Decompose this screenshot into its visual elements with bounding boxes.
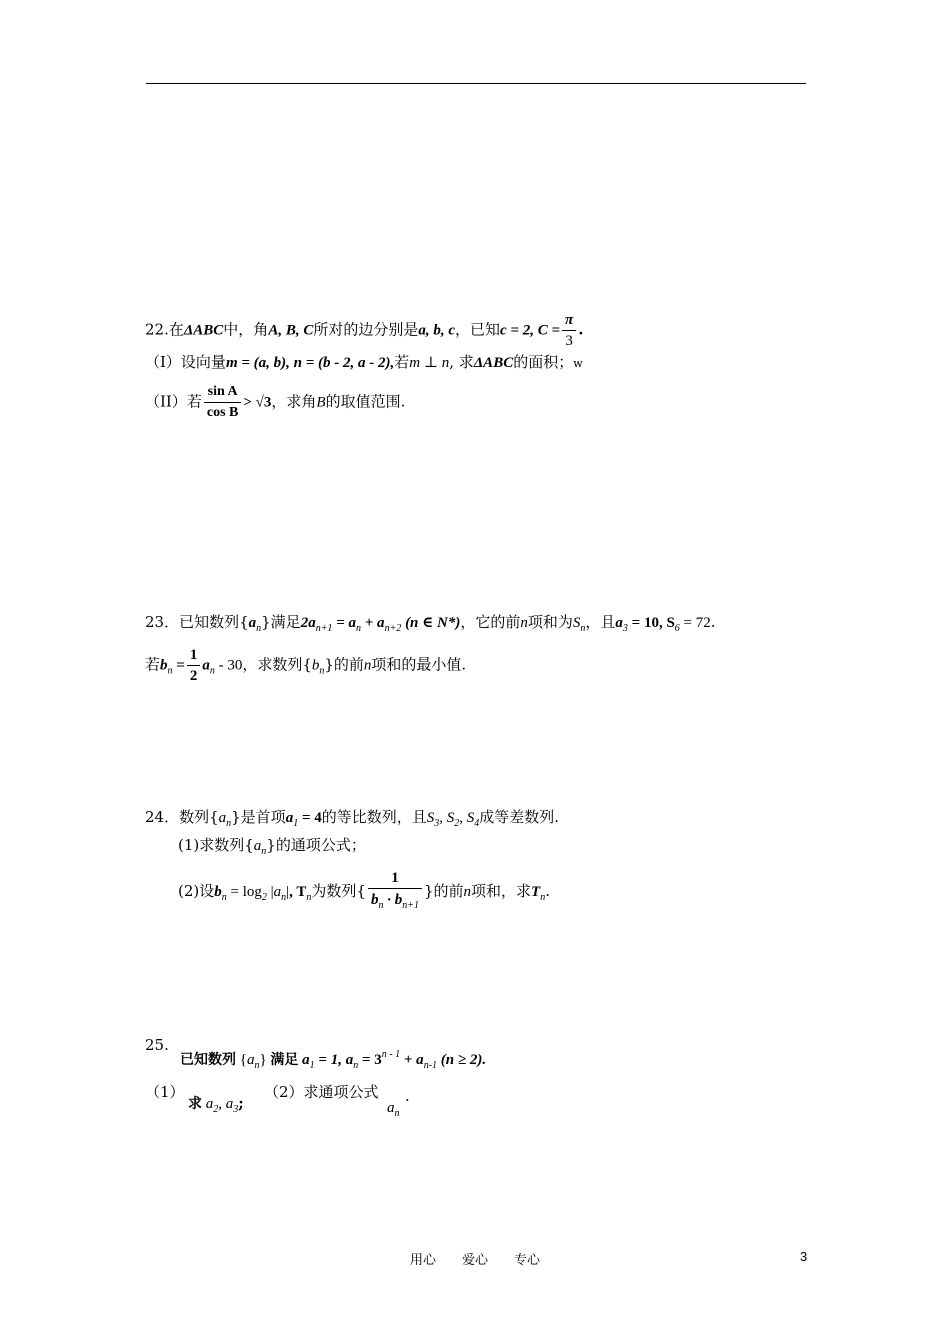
text: ，求角	[271, 392, 317, 411]
text: }的前	[324, 655, 364, 674]
math: a	[202, 657, 210, 674]
math: b	[311, 657, 320, 674]
text: （2）求通项公式	[264, 1083, 379, 1101]
math: > √3	[243, 394, 272, 411]
math: a	[302, 1052, 310, 1068]
subscript: n+2	[384, 623, 402, 634]
math: a, b, c	[418, 322, 456, 339]
problem-25-period	[405, 1086, 410, 1106]
subscript: 3	[622, 623, 628, 634]
math: = log	[226, 884, 262, 900]
subscript: n	[394, 1108, 400, 1119]
math: a	[615, 615, 623, 631]
math: + a	[361, 615, 385, 631]
subscript: n	[256, 623, 262, 634]
problem-25-part-2-an	[387, 1097, 400, 1124]
text: 若	[394, 353, 410, 371]
math: = 10, S	[627, 615, 675, 631]
math: , a	[218, 1096, 234, 1112]
subscript: 2	[454, 818, 460, 829]
text: 满足	[270, 1052, 299, 1068]
subscript: 3	[233, 1104, 239, 1115]
text: 已知数列{	[179, 613, 249, 631]
math: (n ≥ 2).	[437, 1052, 487, 1068]
page-number: 3	[800, 1249, 808, 1264]
subscript: n+1	[315, 623, 333, 634]
part-label: （II）若	[145, 392, 202, 411]
math: B	[316, 394, 326, 411]
subscript: n	[167, 665, 173, 677]
subscript: n	[261, 846, 267, 857]
subscript: n	[221, 892, 227, 903]
numerator: sin A	[204, 382, 242, 403]
fraction	[562, 310, 576, 351]
problem-number: 23．	[145, 613, 180, 631]
math: S	[466, 810, 475, 826]
text: .	[405, 1087, 410, 1105]
text: , 求	[449, 353, 474, 371]
text: 在	[168, 320, 184, 339]
fraction	[368, 868, 422, 916]
denominator: cos B	[206, 405, 239, 420]
math: a	[205, 1096, 214, 1112]
text: (2)设	[178, 882, 215, 900]
text: 若	[145, 655, 161, 674]
math: · b	[383, 892, 403, 908]
text: 所对的边分别是	[313, 320, 419, 339]
math: 2a	[300, 615, 316, 631]
math: a	[248, 615, 257, 631]
problem-22-part-2	[145, 382, 405, 423]
math: ΔABC	[473, 355, 514, 371]
math: n	[520, 615, 528, 631]
math: c = 2, C =	[500, 322, 561, 339]
math: b	[370, 892, 379, 908]
subscript: 1	[309, 1060, 315, 1071]
text: ，且	[585, 613, 616, 631]
text: }满足	[261, 613, 301, 631]
math: a	[273, 884, 282, 900]
problem-22-part-1	[145, 352, 583, 374]
subscript: n	[540, 892, 546, 903]
text: 的面积；	[513, 353, 574, 371]
problem-25-line-1: 已知数列 $\{a_n\}$ 满足 $a_1 = 1$, $a_n = 3^{n - 1} + a_{n-1}$ (n ≥ 2).	[180, 1049, 487, 1071]
problem-23-line-2	[145, 645, 466, 686]
superscript: n - 1	[381, 1049, 401, 1060]
math: A, B, C	[268, 322, 314, 339]
text: 项和为	[527, 613, 573, 631]
problem-number: 25.	[145, 1036, 169, 1054]
math: S	[572, 615, 581, 631]
part-label: （I）设向量	[145, 353, 226, 371]
problem-25-part-2	[264, 1082, 379, 1102]
subscript: n	[226, 818, 232, 829]
problem-25-number	[145, 1035, 169, 1055]
math: = a	[332, 615, 356, 631]
subscript: 2	[213, 1104, 219, 1115]
math: a	[285, 810, 294, 826]
text: ，求数列{	[242, 655, 312, 674]
subscript: n	[580, 623, 586, 634]
subscript: n	[254, 1060, 260, 1071]
text: }是首项	[231, 808, 286, 826]
text: (1)求数列{	[178, 836, 254, 854]
math: m = (a, b), n = (b - 2, a - 2),	[225, 355, 395, 371]
math: (n ∈ N*)	[401, 615, 461, 631]
subscript: 4	[474, 818, 480, 829]
math: = 4	[298, 810, 322, 826]
math: b	[160, 657, 168, 674]
text: }的前	[423, 882, 464, 900]
subscript: 2	[261, 892, 267, 903]
math: - 30	[214, 657, 243, 674]
problem-24-part-2: (2)设$b_n = \log_2 |a_n|$, $T_n$为数列{ $\frac{1}{b_n \cdot b_{n+1}}$ }的前n项和，求$T_n$.	[178, 868, 550, 916]
fraction	[187, 645, 201, 686]
problem-25-part-1-label	[145, 1082, 185, 1102]
fraction	[204, 382, 242, 423]
denominator	[368, 889, 422, 916]
subscript: n	[378, 900, 384, 911]
subscript: n	[281, 892, 287, 903]
part-label: （1）	[145, 1083, 185, 1101]
text: .	[578, 320, 584, 339]
math: a	[246, 1052, 255, 1068]
text: }的通项公式；	[266, 836, 366, 854]
subscript: n+1	[402, 900, 419, 911]
math: = 72	[679, 615, 711, 631]
footer-text: 用心 爱心 专心	[409, 1253, 540, 1268]
text: 为数列{	[311, 882, 366, 900]
subscript: n	[353, 1060, 359, 1071]
math: S	[446, 810, 455, 826]
math: n	[363, 657, 372, 674]
problem-25-part-1	[188, 1093, 244, 1120]
numerator: 1	[368, 868, 422, 889]
math: T	[531, 884, 541, 900]
subscript: n	[209, 665, 215, 677]
text: 成等差数列.	[479, 808, 560, 826]
subscript: n	[319, 665, 325, 677]
header-rule	[146, 83, 806, 84]
math: m ⊥ n	[409, 355, 450, 371]
math: + a	[400, 1052, 424, 1068]
subscript: n-1	[423, 1060, 438, 1071]
subscript: 1	[293, 818, 299, 829]
denominator: 2	[189, 668, 198, 684]
numerator: 1	[187, 645, 201, 666]
math: = 3	[358, 1052, 382, 1068]
math: a	[253, 838, 262, 854]
problem-number: 24．	[145, 808, 180, 826]
problem-24-line-1: 24．数列$\{a_n\}$是首项$a_1 = 4$的等比数列，且$S_3$, $S_2$, $S_4$成等差数列.	[145, 808, 560, 829]
problem-number: 22.	[145, 320, 169, 339]
text: 已知数列	[180, 1052, 236, 1068]
text: ，它的前	[460, 613, 521, 631]
text: .	[545, 882, 550, 900]
text: .	[710, 613, 716, 631]
math: a	[387, 1100, 395, 1116]
text: 的等比数列，且	[321, 808, 427, 826]
math: S	[426, 810, 435, 826]
text: ;	[238, 1094, 244, 1112]
problem-23-line-1	[145, 612, 716, 639]
math: a	[218, 810, 227, 826]
text: 中，角	[223, 320, 269, 339]
denominator: 3	[565, 333, 573, 349]
subscript: n	[356, 623, 361, 634]
text: 项和，求	[471, 882, 532, 900]
text: 的取值范围.	[325, 392, 406, 411]
math: =	[172, 657, 185, 674]
math: , T	[289, 884, 307, 900]
subscript: 6	[674, 623, 680, 634]
stray-mark: w	[573, 357, 583, 370]
subscript: n	[306, 892, 312, 903]
text: 项和的最小值.	[371, 655, 467, 674]
numerator: π	[562, 310, 576, 331]
math: = 1, a	[314, 1052, 354, 1068]
problem-24-part-1	[178, 835, 366, 862]
math: ΔABC	[183, 322, 224, 339]
problem-22-line-1	[145, 310, 583, 351]
text: 求	[188, 1096, 202, 1112]
text: ，已知	[455, 320, 501, 339]
subscript: 3	[434, 818, 440, 829]
text: 数列{	[179, 808, 219, 826]
math: n	[463, 884, 471, 900]
math: b	[214, 884, 222, 900]
